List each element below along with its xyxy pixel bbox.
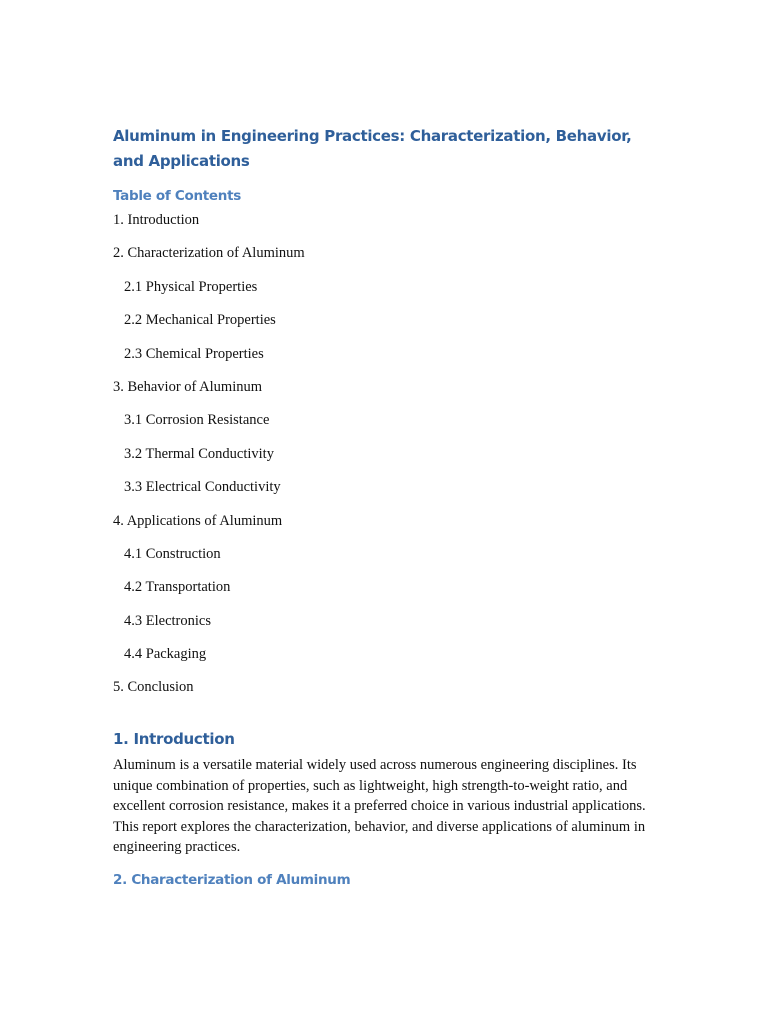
section-heading-characterization: 2. Characterization of Aluminum [113,872,351,888]
toc-item[interactable]: 3. Behavior of Aluminum [113,378,263,395]
introduction-paragraph: Aluminum is a versatile material widely used across numerous engineering disciplines. Its unique combination of properties, such as lightweight, high strength-to-weight ratio, and excellent corrosion resistance, makes it a preferred choice in various industrial applications. This report explores the characterization, behavior, and diverse applications of aluminum in engineering practices. [113,757,646,855]
section-heading-introduction: 1. Introduction [113,730,235,748]
toc-subitem[interactable]: 4.3 Electronics [124,612,211,629]
toc-subitem[interactable]: 4.4 Packaging [124,646,207,663]
toc-item[interactable]: 1. Introduction [113,212,200,228]
toc-subitem[interactable]: 2.3 Chemical Properties [124,345,264,362]
toc-subitem[interactable]: 3.3 Electrical Conductivity [124,479,281,496]
toc-item[interactable]: 4. Applications of Aluminum [113,512,283,529]
toc-subitem[interactable]: 2.2 Mechanical Properties [124,312,276,329]
table-of-contents [113,210,305,711]
toc-subitem[interactable]: 3.2 Thermal Conductivity [124,445,274,462]
document-title: Aluminum in Engineering Practices: Characterization, Behavior, and Applications [113,127,632,170]
toc-subitem[interactable]: 4.1 Construction [124,545,221,562]
toc-item[interactable]: 5. Conclusion [113,679,194,696]
toc-heading: Table of Contents [113,188,241,204]
toc-item[interactable]: 2. Characterization of Aluminum [113,245,305,262]
toc-subitem[interactable]: 4.2 Transportation [124,579,231,596]
document-page [113,124,658,888]
toc-subitem[interactable]: 3.1 Corrosion Resistance [124,412,270,429]
toc-subitem[interactable]: 2.1 Physical Properties [124,278,258,295]
